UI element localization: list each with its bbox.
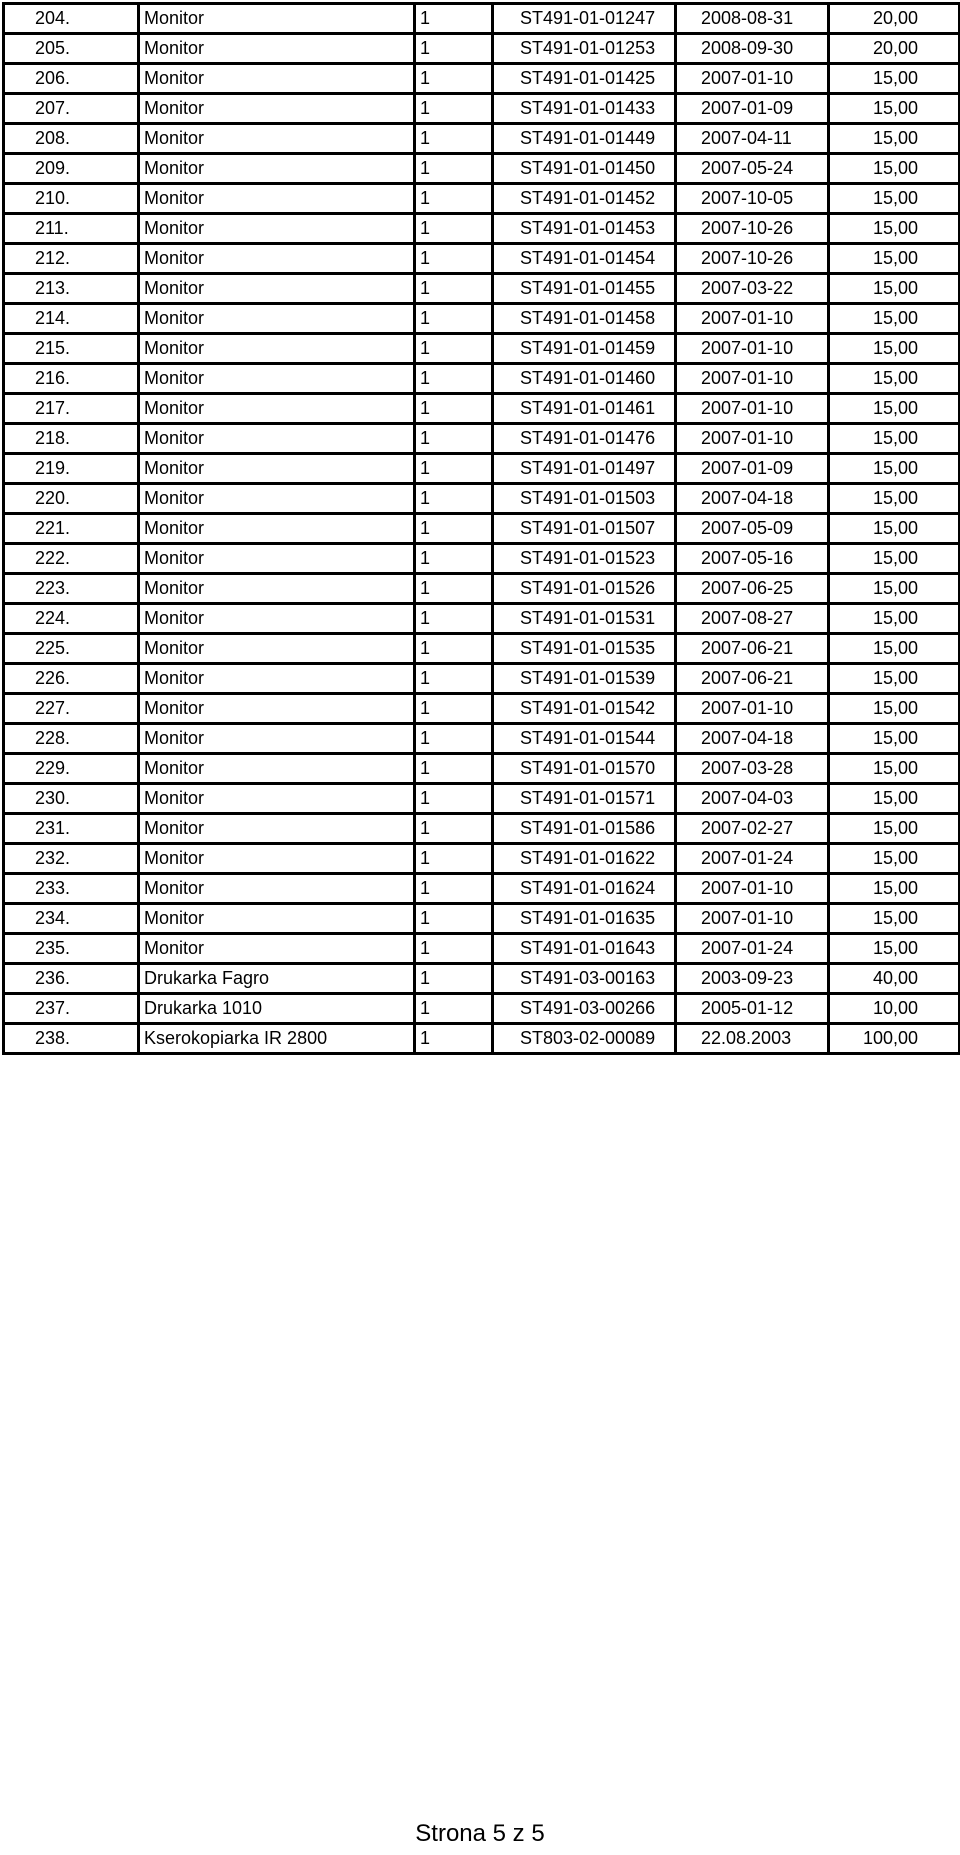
item-name-cell: Monitor [139,544,415,574]
table-row [4,304,960,334]
value-cell: 15,00 [829,154,960,184]
value-cell: 15,00 [829,64,960,94]
row-number-cell: 219. [4,454,139,484]
row-number-cell: 207. [4,94,139,124]
table-row [4,604,960,634]
value-cell: 15,00 [829,844,960,874]
date-cell: 2007-06-21 [676,664,829,694]
date-cell: 2007-01-09 [676,454,829,484]
row-number-cell: 222. [4,544,139,574]
inventory-number-cell: ST491-01-01503 [493,484,676,514]
row-number-cell: 217. [4,394,139,424]
inventory-number-cell: ST491-01-01531 [493,604,676,634]
quantity-cell: 1 [415,964,493,994]
table-row [4,64,960,94]
quantity-cell: 1 [415,484,493,514]
date-cell: 2007-05-24 [676,154,829,184]
item-name-cell: Monitor [139,904,415,934]
row-number-cell: 218. [4,424,139,454]
inventory-number-cell: ST491-01-01544 [493,724,676,754]
quantity-cell: 1 [415,274,493,304]
quantity-cell: 1 [415,64,493,94]
quantity-cell: 1 [415,874,493,904]
quantity-cell: 1 [415,214,493,244]
row-number-cell: 223. [4,574,139,604]
row-number-cell: 214. [4,304,139,334]
table-row [4,1024,960,1054]
page-number: Strona 5 z 5 [415,1820,545,1847]
date-cell: 2007-10-05 [676,184,829,214]
row-number-cell: 225. [4,634,139,664]
item-name-cell: Drukarka 1010 [139,994,415,1024]
table-row [4,394,960,424]
inventory-number-cell: ST491-01-01643 [493,934,676,964]
quantity-cell: 1 [415,244,493,274]
row-number-cell: 234. [4,904,139,934]
date-cell: 2007-03-22 [676,274,829,304]
date-cell: 2007-02-27 [676,814,829,844]
table-row [4,964,960,994]
row-number-cell: 206. [4,64,139,94]
table-row [4,94,960,124]
table-row [4,424,960,454]
value-cell: 15,00 [829,934,960,964]
row-number-cell: 215. [4,334,139,364]
value-cell: 15,00 [829,544,960,574]
inventory-number-cell: ST491-01-01433 [493,94,676,124]
inventory-number-cell: ST491-01-01523 [493,544,676,574]
date-cell: 2007-10-26 [676,244,829,274]
value-cell: 40,00 [829,964,960,994]
value-cell: 15,00 [829,664,960,694]
table-row [4,364,960,394]
inventory-number-cell: ST491-01-01452 [493,184,676,214]
date-cell: 2007-04-03 [676,784,829,814]
inventory-number-cell: ST491-01-01461 [493,394,676,424]
item-name-cell: Monitor [139,604,415,634]
date-cell: 2007-01-24 [676,844,829,874]
table-row [4,754,960,784]
row-number-cell: 209. [4,154,139,184]
row-number-cell: 229. [4,754,139,784]
item-name-cell: Monitor [139,724,415,754]
row-number-cell: 230. [4,784,139,814]
inventory-number-cell: ST491-03-00163 [493,964,676,994]
table-row [4,184,960,214]
date-cell: 2007-01-09 [676,94,829,124]
item-name-cell: Monitor [139,814,415,844]
item-name-cell: Monitor [139,244,415,274]
item-name-cell: Monitor [139,154,415,184]
date-cell: 2007-01-10 [676,64,829,94]
item-name-cell: Monitor [139,754,415,784]
row-number-cell: 228. [4,724,139,754]
date-cell: 2003-09-23 [676,964,829,994]
row-number-cell: 226. [4,664,139,694]
row-number-cell: 231. [4,814,139,844]
date-cell: 2007-04-18 [676,484,829,514]
date-cell: 2007-06-21 [676,634,829,664]
date-cell: 2007-01-24 [676,934,829,964]
item-name-cell: Monitor [139,304,415,334]
item-name-cell: Monitor [139,874,415,904]
value-cell: 15,00 [829,424,960,454]
row-number-cell: 233. [4,874,139,904]
inventory-number-cell: ST491-01-01542 [493,694,676,724]
inventory-number-cell: ST491-01-01624 [493,874,676,904]
date-cell: 2007-06-25 [676,574,829,604]
value-cell: 15,00 [829,604,960,634]
table-row [4,694,960,724]
table-row [4,274,960,304]
inventory-table [2,2,960,1055]
quantity-cell: 1 [415,34,493,64]
value-cell: 15,00 [829,634,960,664]
date-cell: 2007-01-10 [676,694,829,724]
inventory-number-cell: ST491-01-01453 [493,214,676,244]
inventory-number-cell: ST491-01-01570 [493,754,676,784]
inventory-number-cell: ST491-01-01459 [493,334,676,364]
row-number-cell: 227. [4,694,139,724]
quantity-cell: 1 [415,424,493,454]
table-row [4,214,960,244]
quantity-cell: 1 [415,574,493,604]
date-cell: 2007-08-27 [676,604,829,634]
date-cell: 2007-01-10 [676,904,829,934]
table-row [4,544,960,574]
inventory-number-cell: ST491-03-00266 [493,994,676,1024]
item-name-cell: Monitor [139,664,415,694]
quantity-cell: 1 [415,784,493,814]
value-cell: 15,00 [829,754,960,784]
row-number-cell: 221. [4,514,139,544]
item-name-cell: Monitor [139,124,415,154]
table-row [4,244,960,274]
value-cell: 15,00 [829,514,960,544]
date-cell: 2007-01-10 [676,874,829,904]
value-cell: 15,00 [829,214,960,244]
table-row [4,124,960,154]
item-name-cell: Monitor [139,694,415,724]
quantity-cell: 1 [415,814,493,844]
row-number-cell: 208. [4,124,139,154]
inventory-number-cell: ST491-01-01450 [493,154,676,184]
item-name-cell: Monitor [139,184,415,214]
value-cell: 15,00 [829,454,960,484]
table-row [4,514,960,544]
row-number-cell: 213. [4,274,139,304]
value-cell: 15,00 [829,784,960,814]
inventory-number-cell: ST491-01-01526 [493,574,676,604]
table-row [4,724,960,754]
item-name-cell: Monitor [139,274,415,304]
inventory-number-cell: ST491-01-01449 [493,124,676,154]
quantity-cell: 1 [415,724,493,754]
quantity-cell: 1 [415,634,493,664]
item-name-cell: Monitor [139,844,415,874]
value-cell: 20,00 [829,4,960,34]
value-cell: 15,00 [829,574,960,604]
value-cell: 15,00 [829,244,960,274]
inventory-number-cell: ST491-01-01539 [493,664,676,694]
table-row [4,34,960,64]
date-cell: 2008-09-30 [676,34,829,64]
inventory-number-cell: ST491-01-01253 [493,34,676,64]
row-number-cell: 236. [4,964,139,994]
quantity-cell: 1 [415,334,493,364]
inventory-number-cell: ST491-01-01497 [493,454,676,484]
table-row [4,484,960,514]
inventory-number-cell: ST803-02-00089 [493,1024,676,1054]
item-name-cell: Monitor [139,514,415,544]
table-row [4,334,960,364]
value-cell: 15,00 [829,394,960,424]
quantity-cell: 1 [415,394,493,424]
item-name-cell: Monitor [139,4,415,34]
item-name-cell: Monitor [139,574,415,604]
row-number-cell: 224. [4,604,139,634]
item-name-cell: Monitor [139,364,415,394]
quantity-cell: 1 [415,184,493,214]
value-cell: 15,00 [829,874,960,904]
inventory-number-cell: ST491-01-01458 [493,304,676,334]
table-row [4,904,960,934]
quantity-cell: 1 [415,994,493,1024]
inventory-number-cell: ST491-01-01635 [493,904,676,934]
date-cell: 2005-01-12 [676,994,829,1024]
quantity-cell: 1 [415,154,493,184]
quantity-cell: 1 [415,4,493,34]
inventory-table-body [4,4,960,1054]
quantity-cell: 1 [415,694,493,724]
value-cell: 15,00 [829,484,960,514]
item-name-cell: Monitor [139,214,415,244]
date-cell: 2007-03-28 [676,754,829,784]
item-name-cell: Monitor [139,334,415,364]
quantity-cell: 1 [415,664,493,694]
item-name-cell: Monitor [139,94,415,124]
value-cell: 15,00 [829,304,960,334]
inventory-number-cell: ST491-01-01455 [493,274,676,304]
value-cell: 15,00 [829,334,960,364]
quantity-cell: 1 [415,514,493,544]
row-number-cell: 211. [4,214,139,244]
date-cell: 2008-08-31 [676,4,829,34]
row-number-cell: 212. [4,244,139,274]
date-cell: 2007-04-18 [676,724,829,754]
table-row [4,574,960,604]
value-cell: 15,00 [829,274,960,304]
date-cell: 2007-01-10 [676,364,829,394]
value-cell: 100,00 [829,1024,960,1054]
value-cell: 10,00 [829,994,960,1024]
table-row [4,844,960,874]
table-row [4,454,960,484]
quantity-cell: 1 [415,454,493,484]
quantity-cell: 1 [415,904,493,934]
table-row [4,634,960,664]
item-name-cell: Monitor [139,454,415,484]
item-name-cell: Monitor [139,64,415,94]
date-cell: 22.08.2003 [676,1024,829,1054]
quantity-cell: 1 [415,934,493,964]
item-name-cell: Monitor [139,424,415,454]
date-cell: 2007-01-10 [676,424,829,454]
date-cell: 2007-01-10 [676,334,829,364]
row-number-cell: 220. [4,484,139,514]
value-cell: 15,00 [829,94,960,124]
quantity-cell: 1 [415,754,493,784]
date-cell: 2007-01-10 [676,394,829,424]
table-row [4,874,960,904]
value-cell: 15,00 [829,904,960,934]
row-number-cell: 216. [4,364,139,394]
value-cell: 15,00 [829,814,960,844]
quantity-cell: 1 [415,844,493,874]
value-cell: 20,00 [829,34,960,64]
item-name-cell: Monitor [139,934,415,964]
item-name-cell: Monitor [139,634,415,664]
table-row [4,934,960,964]
item-name-cell: Drukarka Fagro [139,964,415,994]
inventory-number-cell: ST491-01-01454 [493,244,676,274]
inventory-number-cell: ST491-01-01476 [493,424,676,454]
inventory-number-cell: ST491-01-01507 [493,514,676,544]
row-number-cell: 205. [4,34,139,64]
quantity-cell: 1 [415,364,493,394]
row-number-cell: 235. [4,934,139,964]
value-cell: 15,00 [829,364,960,394]
quantity-cell: 1 [415,94,493,124]
date-cell: 2007-04-11 [676,124,829,154]
value-cell: 15,00 [829,184,960,214]
date-cell: 2007-01-10 [676,304,829,334]
quantity-cell: 1 [415,304,493,334]
table-row [4,4,960,34]
item-name-cell: Kserokopiarka IR 2800 [139,1024,415,1054]
quantity-cell: 1 [415,1024,493,1054]
inventory-number-cell: ST491-01-01425 [493,64,676,94]
row-number-cell: 232. [4,844,139,874]
value-cell: 15,00 [829,694,960,724]
quantity-cell: 1 [415,124,493,154]
inventory-number-cell: ST491-01-01622 [493,844,676,874]
inventory-number-cell: ST491-01-01535 [493,634,676,664]
row-number-cell: 237. [4,994,139,1024]
inventory-number-cell: ST491-01-01460 [493,364,676,394]
quantity-cell: 1 [415,604,493,634]
table-row [4,154,960,184]
date-cell: 2007-05-16 [676,544,829,574]
inventory-number-cell: ST491-01-01586 [493,814,676,844]
row-number-cell: 204. [4,4,139,34]
value-cell: 15,00 [829,124,960,154]
item-name-cell: Monitor [139,784,415,814]
inventory-table-container [2,2,958,1055]
date-cell: 2007-05-09 [676,514,829,544]
table-row [4,664,960,694]
inventory-number-cell: ST491-01-01247 [493,4,676,34]
item-name-cell: Monitor [139,484,415,514]
date-cell: 2007-10-26 [676,214,829,244]
table-row [4,784,960,814]
inventory-number-cell: ST491-01-01571 [493,784,676,814]
row-number-cell: 210. [4,184,139,214]
item-name-cell: Monitor [139,34,415,64]
row-number-cell: 238. [4,1024,139,1054]
table-row [4,814,960,844]
item-name-cell: Monitor [139,394,415,424]
table-row [4,994,960,1024]
value-cell: 15,00 [829,724,960,754]
quantity-cell: 1 [415,544,493,574]
